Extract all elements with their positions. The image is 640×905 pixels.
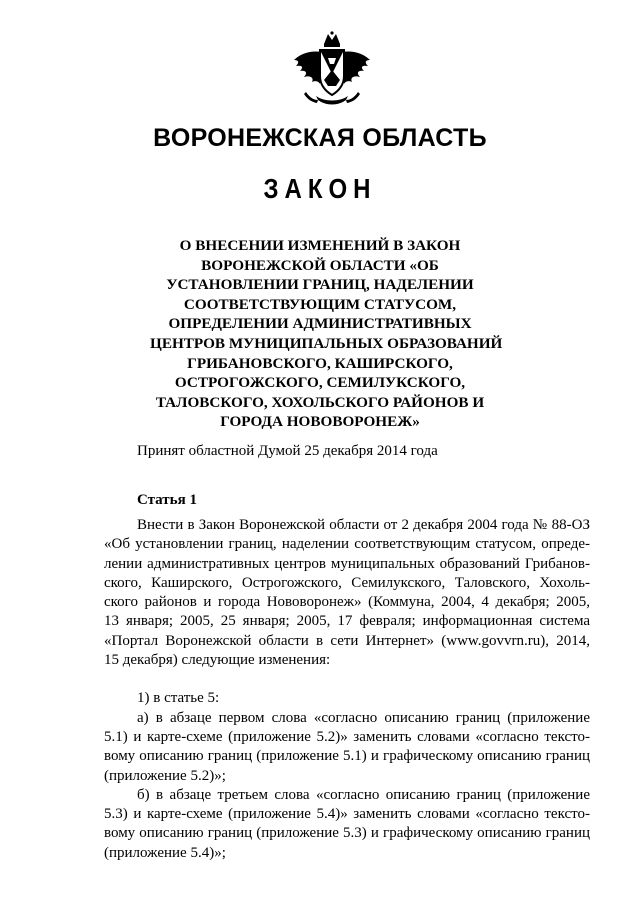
title-line: О ВНЕСЕНИИ ИЗМЕНЕНИЙ В ЗАКОН	[179, 237, 461, 254]
adoption-note: Принят областной Думой 25 декабря 2014 года	[137, 443, 438, 459]
article-body	[104, 516, 590, 863]
law-title	[150, 236, 503, 432]
title-line: ОСТРОГОЖСКОГО, СЕМИЛУКСКОГО,	[174, 374, 466, 392]
document-type-heading: ЗАКОН	[263, 173, 377, 205]
paragraph-line: лении административных центров муниципальных образований Грибанов-	[104, 555, 590, 572]
paragraph-line: «Портал Воронежской области в сети Интернет» (www.govvrn.ru), 2014,	[104, 632, 590, 649]
item-heading: 1) в статье 5:	[137, 690, 220, 707]
title-line: ОПРЕДЕЛЕНИИ АДМИНИСТРАТИВНЫХ	[168, 315, 472, 333]
subitem-line: 5.3) и карте-схеме (приложение 5.4)» заменить словами «согласно тексто-	[104, 806, 590, 823]
subitem-line: (приложение 5.2)»;	[104, 767, 226, 784]
paragraph-line: 13 января; 2005, 25 января; 2005, 17 февраля; информационная система	[104, 613, 590, 630]
paragraph-line: Внести в Закон Воронежской области от 2 декабря 2004 года № 88-ОЗ	[137, 517, 590, 533]
paragraph-line: «Об установлении границ, наделении соответствующим статусом, опреде-	[104, 536, 590, 553]
subitem-line: а) в абзаце первом слова «согласно описанию границ (приложение	[137, 709, 590, 726]
subitem-line: б) в абзаце третьем слова «согласно описанию границ (приложение	[137, 786, 590, 803]
title-line: ГРИБАНОВСКОГО, КАШИРСКОГО,	[187, 354, 453, 372]
article-heading: Статья 1	[137, 492, 197, 508]
title-line: УСТАНОВЛЕНИИ ГРАНИЦ, НАДЕЛЕНИИ	[166, 276, 474, 294]
paragraph-line: ского, Каширского, Острогожского, Семилукского, Таловского, Хохоль-	[104, 574, 590, 591]
paragraph-line: ского районов и города Нововоронеж» (Коммуна, 2004, 4 декабря; 2005,	[104, 594, 590, 611]
title-line: СООТВЕТСТВУЮЩИМ СТАТУСОМ,	[183, 295, 457, 313]
title-line: ЦЕНТРОВ МУНИЦИПАЛЬНЫХ ОБРАЗОВАНИЙ	[150, 334, 503, 352]
title-line: ВОРОНЕЖСКОЙ ОБЛАСТИ «ОБ	[201, 256, 439, 274]
title-line: ГОРОДА НОВОВОРОНЕЖ»	[220, 413, 420, 431]
region-heading: ВОРОНЕЖСКАЯ ОБЛАСТЬ	[153, 124, 487, 152]
title-line: ТАЛОВСКОГО, ХОХОЛЬСКОГО РАЙОНОВ И	[155, 393, 485, 411]
paragraph-line: 15 декабря) следующие изменения:	[104, 652, 331, 669]
subitem-line: (приложение 5.4)»;	[104, 844, 226, 861]
subitem-line: вому описанию границ (приложение 5.1) и графическому описанию границ	[104, 748, 590, 765]
subitem-line: 5.1) и карте-схеме (приложение 5.2)» заменить словами «согласно тексто-	[104, 728, 590, 745]
subitem-line: вому описанию границ (приложение 5.3) и графическому описанию границ	[104, 825, 590, 842]
coat-of-arms-emblem	[284, 30, 380, 110]
